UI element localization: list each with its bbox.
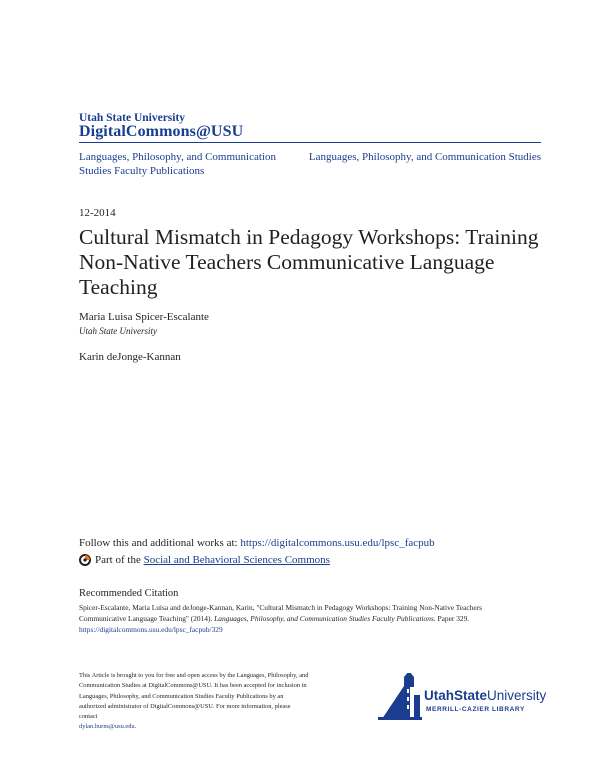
library-logo [376,673,546,721]
part-of-label: Part of the [95,554,141,566]
logo-university: University [487,688,546,703]
network-logo-icon [79,554,91,566]
access-notice [79,671,309,733]
follow-line [79,537,435,549]
part-of-line [79,554,330,566]
citation-text [79,603,524,635]
citation-url-link[interactable]: https://digitalcommons.usu.edu/lpsc_facpub/329 [79,624,223,634]
institution-name: Utah State University [79,112,186,124]
repository-name[interactable]: DigitalCommons@USU [79,123,244,140]
citation-plain: Spicer-Escalante, Maria Luisa and deJonge-Kannan, Karin, "Cultural Mismatch in Pedagogy Workshops: Training Non-Native Teachers Communicative Language Teaching" (2014). [79,603,482,623]
collection-link-publications[interactable]: Languages, Philosophy, and Communication Studies Faculty Publications [79,151,276,177]
collection-link-department[interactable]: Languages, Philosophy, and Communication Studies [308,151,541,163]
notice-text: This Article is brought to you for free and open access by the Languages, Philosophy, and Communication Studies at DigitalCommons@USU. It has been accepted for inclusion in Languages, Philosophy, and Communication Studies Faculty Publications by an authorized administrator of DigitalCommons@USU. For more information, please contact [79,672,309,721]
header-divider [79,142,541,143]
follow-link[interactable]: https://digitalcommons.usu.edu/lpsc_facpub [240,537,435,549]
commons-link[interactable]: Social and Behavioral Sciences Commons [143,554,330,566]
citation-paper: Paper 329. [437,613,470,623]
notice-end: . [134,723,137,731]
author-name: Karin deJonge-Kannan [79,351,181,363]
citation-heading: Recommended Citation [79,588,179,599]
publication-date: 12-2014 [79,207,116,219]
author-name: Maria Luisa Spicer-Escalante [79,311,209,323]
follow-label: Follow this and additional works at: [79,537,238,549]
contact-email-link[interactable]: dylan.burns@usu.edu [79,723,135,731]
logo-library: MERRILL-CAZIER LIBRARY [426,706,525,713]
logo-utahstate: UtahState [424,688,488,703]
old-main-tower-icon [378,673,422,720]
citation-series: Languages, Philosophy, and Communication Studies Faculty Publications. [214,613,436,623]
author-affiliation: Utah State University [79,326,157,336]
article-title: Cultural Mismatch in Pedagogy Workshops: Training Non-Native Teachers Communicative Language Teaching [79,225,539,299]
